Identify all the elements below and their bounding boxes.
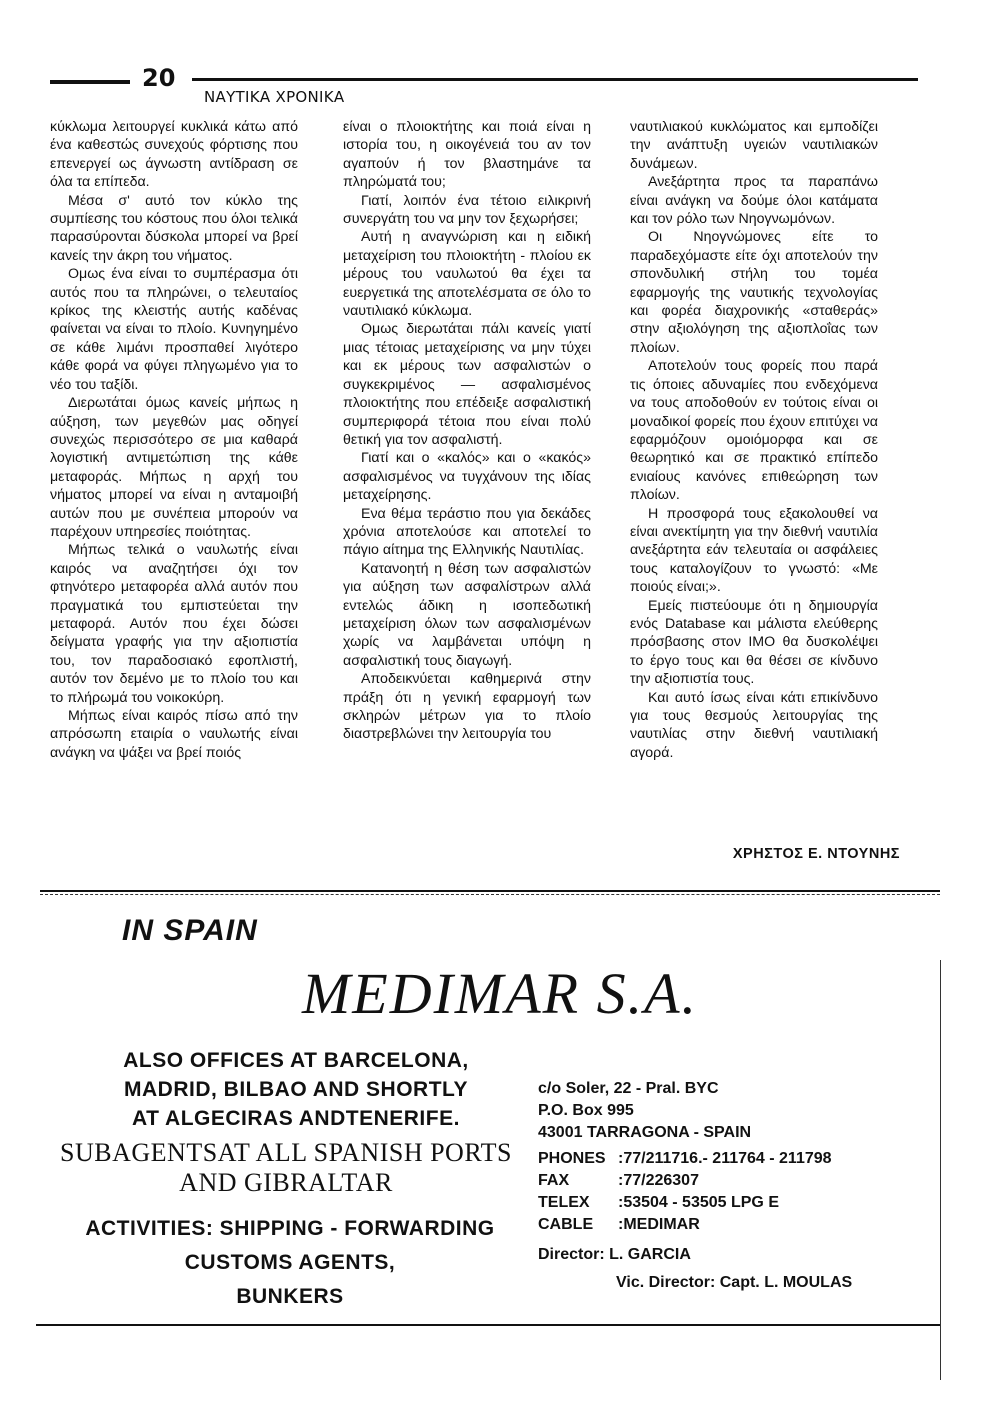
section-divider-dashed (40, 894, 940, 895)
contact-label: CABLE (538, 1216, 594, 1233)
paragraph: Και αυτό ίσως είναι κάτι επικίνδυνο για τους θεσμούς λειτουργίας της ναυτιλίας στην διεθνή ναυτιλιακή αγορά. (630, 689, 878, 761)
ad-offices-line: AT ALGECIRAS ANDTENERIFE. (132, 1107, 460, 1130)
contact-sep: : (618, 1216, 624, 1233)
contact-label: PHONES (538, 1150, 606, 1167)
paragraph: Ενα θέμα τεράστιο που για δεκάδες χρόνια αποτελούσε και αποτελεί το πάγιο αίτημα της Ελληνικής Ναυτιλίας. (343, 505, 591, 559)
contact-row (538, 1150, 832, 1172)
page-number: 20 (142, 64, 176, 92)
article-column-3 (630, 118, 878, 762)
ad-activities-line: BUNKERS (236, 1285, 344, 1308)
header-rule-right (192, 78, 918, 81)
contact-value: 77/226307 (623, 1172, 699, 1189)
contact-sep: : (618, 1150, 624, 1167)
header-rule-left (50, 80, 130, 84)
contact-value: 77/211716.- 211764 - 211798 (623, 1150, 832, 1167)
paragraph: Ομως διερωτάται πάλι κανείς γιατί μιας τέτοιας μεταχείρισης να μην τύχει και εκ μέρους των ασφαλιστών ο συγκεκριμένος — ασφαλισμένος πλοιοκτήτης που επέδειξε ασφαλιστική συμπεριφορά τέτοια που είναι πολύ θετική για τον ασφαλιστή. (343, 321, 591, 448)
contact-sep: : (618, 1172, 624, 1189)
paragraph: Μήπως είναι καιρός πίσω από την απρόσωπη εταιρία ο ναυλωτής είναι ανάγκη να ψάξει να βρεί ποιός (50, 708, 298, 761)
ad-activities (40, 1212, 540, 1314)
contact-label: TELEX (538, 1194, 590, 1211)
article-author: ΧΡΗΣΤΟΣ Ε. ΝΤΟΥΝΗΣ (732, 846, 900, 862)
ad-address-line: 43001 TARRAGONA - SPAIN (538, 1124, 752, 1141)
ad-subagents (36, 1138, 536, 1198)
ad-director: Director: L. GARCIA (538, 1246, 691, 1263)
ad-tagline: IN SPAIN (122, 914, 258, 947)
contact-row (538, 1216, 832, 1238)
contact-label: FAX (538, 1172, 570, 1189)
article-column-2 (343, 118, 591, 744)
ad-contacts (538, 1150, 832, 1238)
ad-subagents-line: SUBAGENTSAT ALL SPANISH PORTS (60, 1138, 512, 1167)
ad-address-line: P.O. Box 995 (538, 1102, 634, 1119)
paragraph: κύκλωμα λειτουργεί κυκλικά κάτω από ένα καθεστώς συνεχούς φόρτισης που επενεργεί ως άγνωστη αντίδραση σε όλα τα επίπεδα. (50, 119, 298, 191)
paragraph: Μήπως τελικά ο ναυλωτής είναι καιρός να αναζητήσει όχι τον φτηνότερο μεταφορέα αλλά αυτόν που πραγματικά του εμπιστεύεται την μεταφορά. Αυτόν που έχει δώσει δείγματα γραφής για την αξιοπιστία του, τον παραδοσιακό εφοπλιστή, αυτόν τον δεμένο με το πλοίο του και το πλήρωμά του νοικοκύρη. (50, 542, 298, 706)
contact-value: MEDIMAR (623, 1216, 700, 1233)
ad-activities-line: CUSTOMS AGENTS, (184, 1251, 396, 1274)
paragraph: Κατανοητή η θέση των ασφαλιστών για αύξηση των ασφαλίστρων αλλά εντελώς άδικη η ισοπεδωτική μεταχείριση όλων των ασφαλισμένων χωρίς να λαμβάνεται υπόψη η ασφαλιστική τους διαγωγή. (343, 560, 591, 669)
paragraph: Γιατί και ο «καλός» και ο «κακός» ασφαλισμένος να τυγχάνουν της ιδίας μεταχείρησης. (343, 450, 591, 504)
paragraph: Αποδεικνύεται καθημερινά στην πράξη ότι η γενική εφαρμογή των σκληρών μέτρων για το πλοίο διαστρεβλώνει την λειτουργία του (343, 671, 591, 743)
ad-address-line: c/o Soler, 22 - Pral. BYC (538, 1080, 719, 1097)
paragraph: Διερωτάται όμως κανείς μήπως η αύξηση, των μεγεθών μας οδηγεί συνεχώς περισσότερο σε μια καθαρά λογιστική αντιμετώπιση της κάθε μεταφοράς. Μήπως η αρχή του νήματος μπορεί να είναι η ανταμοιβή αυτών που με συνέπεια μπορούν να παρέχουν υπηρεσίες ποιότητας. (50, 395, 298, 540)
paragraph: Οι Νηογνώμονες είτε το παραδεχόμαστε είτε όχι αποτελούν την σπονδυλική στήλη του τομέα εφαρμογής της ναυτικής τεχνολογίας και φορέα διαχρονικής «σταθεράς» στην αξιολόγηση της αξιοπλοΐας των πλοίων. (630, 229, 878, 356)
paragraph: Αποτελούν τους φορείς που παρά τις όποιες αδυναμίες που ενδεχόμενα να τους αποδοθούν εν τούτοις είναι οι μοναδικοί φορείς που έχουν επιτύχει να εφαρμόζουν ομοιόμορφα και σε θεωρητικό και σε πρακτικό επίπεδο ενιαίους κανόνες επιθεώρηση των πλοίων. (630, 358, 878, 504)
paragraph: Γιατί, λοιπόν ένα τέτοιο ειλικρινή συνεργάτη του να μην τον ξεχωρήσει; (343, 192, 591, 228)
ad-offices (86, 1046, 506, 1133)
section-divider (40, 890, 940, 892)
bottom-rule (36, 1324, 940, 1326)
paragraph: είναι ο πλοιοκτήτης και ποιά είναι η ιστορία του, η οικογένειά του αν τον αγαπούν ή τον βλαστημάνε τα πληρώματά του; (343, 119, 591, 191)
contact-sep: : (618, 1194, 624, 1211)
paragraph: Ομως ένα είναι το συμπέρασμα ότι αυτός που τα πληρώνει, ο τελευταίος κρίκος της κλειστής αυτής καδένας φαίνεται να είναι το πλοίο. Κυνηγημένο σε κάθε λιμάνι προσπαθεί λιγότερο κάθε φορά να φύγει πληγωμένο για το νέο του ταξίδι. (50, 266, 298, 393)
margin-rule (940, 960, 941, 1380)
contact-row (538, 1172, 832, 1194)
publication-title: ΝΑΥΤΙΚΑ ΧΡΟΝΙΚΑ (204, 88, 345, 106)
paragraph: Αυτή η αναγνώριση και η ειδική μεταχείριση του πλοιοκτήτη - πλοίου εκ μέρους του ναυλωτού θα έχει τα ευεργετικά της αποτελέσματα σε όλο το ναυτιλιακό κύκλωμα. (343, 229, 591, 320)
ad-address (538, 1078, 751, 1144)
contact-row (538, 1194, 832, 1216)
ad-offices-line: ALSO OFFICES AT BARCELONA, (123, 1049, 469, 1072)
paragraph: Ανεξάρτητα προς τα παραπάνω είναι ανάγκη να δούμε όλοι κατάματα και τον ρόλο των Νηογνωμόνων. (630, 174, 878, 228)
ad-brand-name: MEDIMAR S.A. (301, 961, 699, 1026)
article-column-1 (50, 118, 298, 762)
paragraph: Η προσφορά τους εξακολουθεί να είναι ανεκτίμητη για την διεθνή ναυτιλία ανεξάρτητα εάν τελευταία οι ασφάλειες τους καταλογίζουν το γνωστό: «Με ποιούς είναι;». (630, 505, 878, 596)
ad-subagents-line: AND GIBRALTAR (179, 1168, 393, 1197)
ad-contacts-table (538, 1150, 832, 1238)
paragraph: ναυτιλιακού κυκλώματος και εμποδίζει την ανάπτυξη υγειών ναυτιλιακών δυνάμεων. (630, 119, 878, 172)
ad-vice-director: Vic. Director: Capt. L. MOULAS (616, 1274, 853, 1291)
paragraph: Μέσα σ' αυτό τον κύκλο της συμπίεσης του κόστους που όλοι τελικά παρασύρονται δύσκολα μπορεί να βρεί κανείς την άκρη του νήματος. (50, 192, 298, 264)
paragraph: Εμείς πιστεύουμε ότι η δημιουργία ενός Database και μάλιστα ελεύθερης πρόσβασης στον ΙΜΟ θα δυσκολέψει το έργο τους και θα θέσει σε κίνδυνο την αξιοπιστία τους. (630, 597, 878, 688)
contact-value: 53504 - 53505 LPG E (623, 1194, 779, 1211)
ad-offices-line: MADRID, BILBAO AND SHORTLY (124, 1078, 468, 1101)
ad-activities-line: ACTIVITIES: SHIPPING - FORWARDING (85, 1217, 495, 1240)
